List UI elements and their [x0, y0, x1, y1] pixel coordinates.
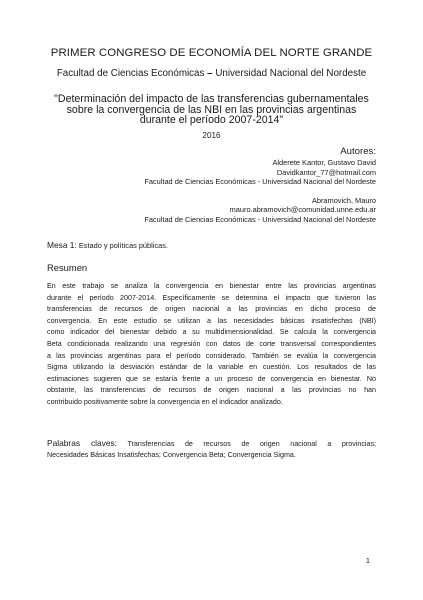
author-email: Davidkantor_77@hotmail.com	[276, 167, 376, 177]
keywords-label: Palabras claves:	[47, 438, 118, 448]
page-number: 1	[365, 556, 370, 565]
abstract-line: Sigma utilizando la desviación estándar de la variable en cuestión. Los resultados de las	[47, 363, 376, 372]
mesa-line	[47, 240, 168, 250]
faculty-university-line	[0, 68, 423, 79]
paper-title	[40, 94, 383, 126]
author-email: mauro.abramovich@comunidad.unne.edu.ar	[229, 205, 376, 214]
paper-title-line: durante el período 2007-2014"	[139, 114, 284, 126]
keywords-line: Necesidades Básicas Insatisfechas; Convergencia Beta; Convergencia Sigma.	[47, 451, 296, 459]
paper-title-line: sobre la convergencia de las NBI en las provincias argentinas	[66, 103, 357, 116]
keywords-line	[47, 437, 376, 449]
abstract-line: obstante, las transferencias de recursos de origen nacional a las provincias no han	[47, 386, 376, 395]
conference-title: PRIMER CONGRESO DE ECONOMÍA DEL NORTE GRANDE	[50, 47, 373, 59]
author-name: Alderete Kantor, Gustavo David	[272, 158, 376, 167]
abstract-line: durante el período 2007-2014. Específicamente se determina el impacto que tuvieron las	[47, 293, 376, 302]
keywords-text: Transferencias de recursos de origen nacional a provincias;	[127, 440, 376, 448]
abstract-line: Beta condicionada realizando una regresión con datos de corte transversal correspondientes	[47, 339, 376, 348]
keywords-block	[47, 437, 376, 461]
author-affiliation: Facultad de Ciencias Económicas - Universidad Nacional del Nordeste	[144, 214, 376, 224]
author-name: Abramovich, Mauro	[311, 195, 376, 205]
mesa-label: Mesa 1:	[47, 240, 77, 250]
faculty-name: Facultad de Ciencias Económicas	[56, 68, 205, 79]
author-affiliation: Facultad de Ciencias Económicas - Universidad Nacional del Nordeste	[144, 177, 376, 186]
author-spacer	[144, 187, 376, 196]
abstract-line: estimaciones sugieren que se estaría frente a un proceso de convergencia en bienestar. No	[47, 374, 376, 383]
abstract-line: transferencias de recursos de origen nacional a las provincias en dicho proceso de	[47, 305, 376, 314]
abstract-line: convergencia. En este estudio se utilizan a las necesidades básicas insatisfechas (NBI)	[47, 316, 376, 325]
university-name: Universidad Nacional del Nordeste	[215, 68, 367, 79]
abstract-line: a las provincias argentinas para el período considerado. También se evalúa la convergencia	[47, 351, 376, 360]
paper-year: 2016	[202, 131, 221, 140]
abstract-heading: Resumen	[47, 262, 88, 273]
abstract-line: como indicador del bienestar debido a su multidimensionalidad. Se calcula la convergencia	[47, 328, 376, 337]
title-separator: –	[204, 68, 216, 79]
mesa-text: Estado y políticas públicas.	[76, 241, 168, 250]
abstract-line: En este trabajo se analiza la convergencia en bienestar entre las provincias argentinas	[47, 282, 376, 290]
abstract-body	[47, 281, 376, 409]
authors-heading: Autores:	[340, 146, 376, 157]
paper-title-line: "Determinación del impacto de las transferencias gubernamentales	[54, 93, 369, 105]
authors-block	[144, 146, 376, 224]
abstract-line: contribuido positivamente sobre la convergencia en el indicador analizado.	[47, 397, 283, 406]
